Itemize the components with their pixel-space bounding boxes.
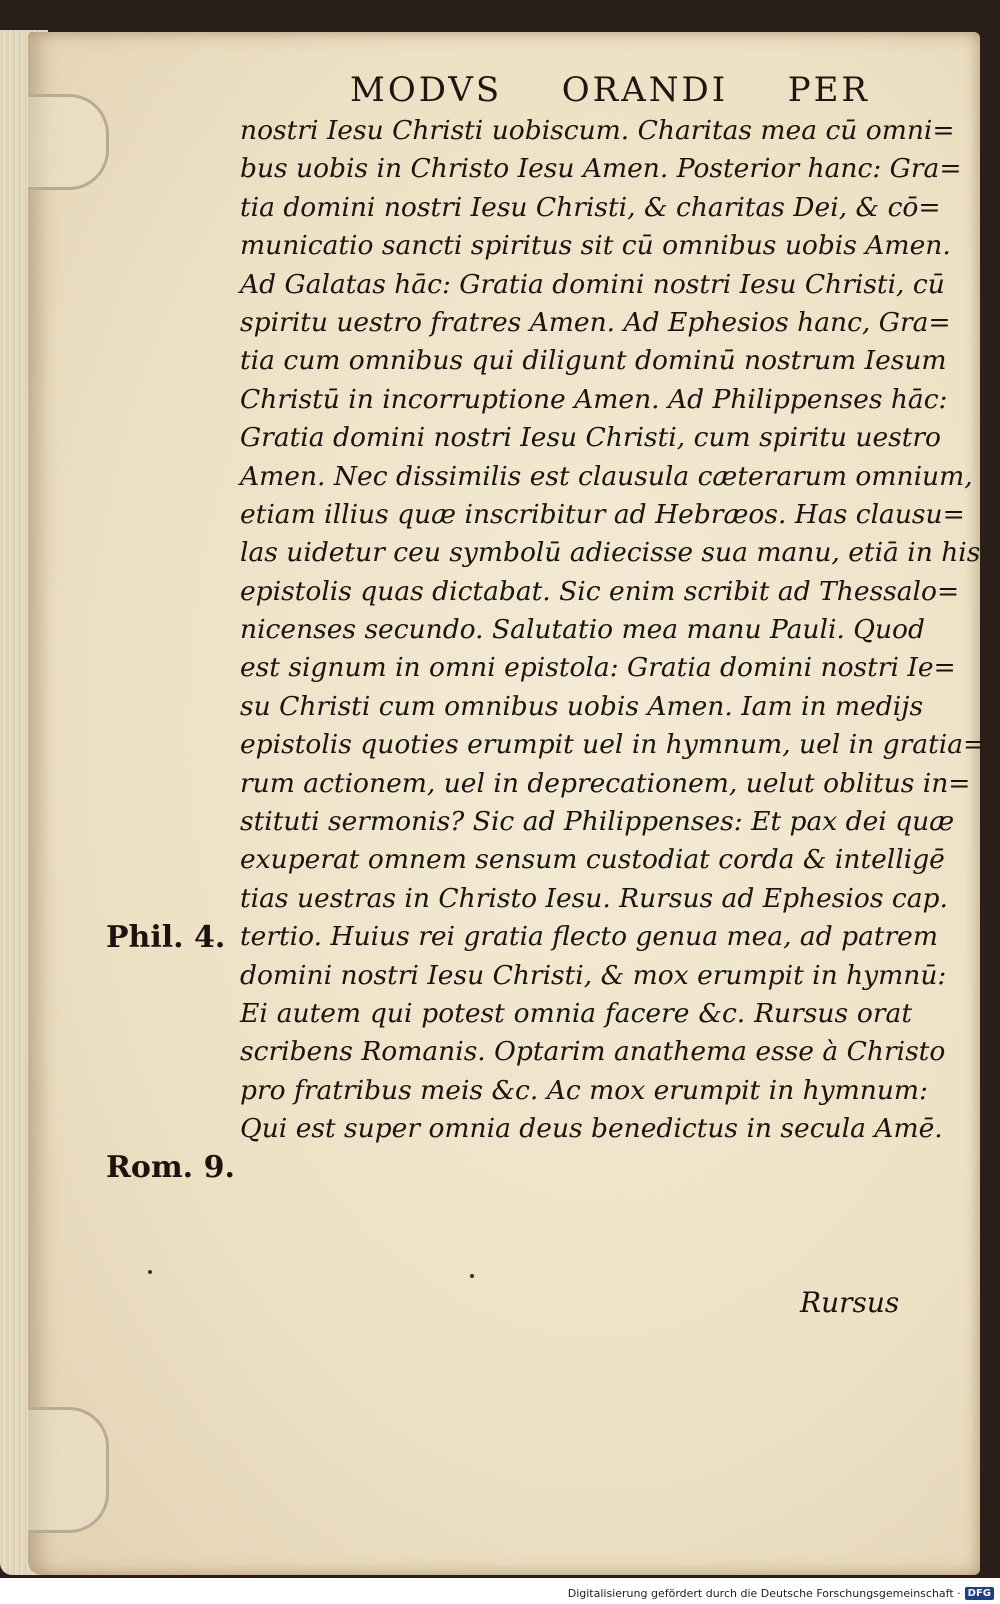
text-line: tertio. Huius rei gratia flecto genua mea, ad patrem <box>240 921 938 953</box>
text-line: domini nostri Iesu Christi, & mox erumpit in hymnū: <box>240 959 947 991</box>
running-head-word-3: PER <box>787 70 870 110</box>
text-line: municatio sancti spiritus sit cū omnibus uobis Amen. <box>240 230 951 262</box>
margin-note-rom: Rom. 9. <box>106 1150 235 1185</box>
text-line: spiritu uestro fratres Amen. Ad Ephesios hanc, Gra= <box>240 306 951 338</box>
text-line: etiam illius quæ inscribitur ad Hebræos. Has clausu= <box>240 498 965 530</box>
running-head-word-1: MODVS <box>350 70 503 110</box>
body-text <box>240 112 986 1149</box>
text-line: bus uobis in Christo Iesu Amen. Posterior hanc: Gra= <box>240 153 962 185</box>
text-line: tia domini nostri Iesu Christi, & charitas Dei, & cō= <box>240 191 941 223</box>
clasp-bottom <box>28 1407 109 1533</box>
text-line: su Christi cum omnibus uobis Amen. Iam in medijs <box>240 690 924 722</box>
text-line: exuperat omnem sensum custodiat corda & intelligē <box>240 844 945 876</box>
margin-note-phil: Phil. 4. <box>106 920 226 955</box>
text-line: Gratia domini nostri Iesu Christi, cum spiritu uestro <box>240 422 942 454</box>
text-line: est signum in omni epistola: Gratia domini nostri Ie= <box>240 652 956 684</box>
clasp-top <box>28 94 109 190</box>
text-line: Christū in incorruptione Amen. Ad Philippenses hāc: <box>240 383 948 415</box>
ink-speck <box>470 1274 474 1278</box>
text-line: Ad Galatas hāc: Gratia domini nostri Iesu Christi, cū <box>240 268 945 300</box>
text-line: rum actionem, uel in deprecationem, uelut oblitus in= <box>240 767 971 799</box>
text-line: Ei autem qui potest omnia facere &c. Rursus orat <box>240 997 912 1029</box>
text-line: Amen. Nec dissimilis est clausula cæterarum omnium, <box>240 460 973 492</box>
text-line: epistolis quoties erumpit uel in hymnum, uel in gratia= <box>240 729 986 761</box>
text-line: scribens Romanis. Optarim anathema esse à Christo <box>240 1036 946 1068</box>
ink-speck <box>148 1270 152 1274</box>
credit-text: Digitalisierung gefördert durch die Deutsche Forschungsgemeinschaft · <box>567 1586 961 1600</box>
running-head-word-2: ORANDI <box>561 70 729 110</box>
text-line: nicenses secundo. Salutatio mea manu Pauli. Quod <box>240 614 925 646</box>
text-line: epistolis quas dictabat. Sic enim scribit ad Thessalo= <box>240 575 960 607</box>
text-line: tias uestras in Christo Iesu. Rursus ad Ephesios cap. <box>240 882 948 914</box>
digitization-credit <box>0 1582 1000 1604</box>
catchword: Rursus <box>800 1286 900 1319</box>
text-line: Qui est super omnia deus benedictus in secula Amē. <box>240 1113 943 1145</box>
dfg-logo: DFG <box>965 1587 994 1600</box>
text-line: stituti sermonis? Sic ad Philippenses: Et pax dei quæ <box>240 806 955 838</box>
text-line: pro fratribus meis &c. Ac mox erumpit in hymnum: <box>240 1074 928 1106</box>
text-line: las uidetur ceu symbolū adiecisse sua manu, etiā in his <box>240 537 981 569</box>
text-line: nostri Iesu Christi uobiscum. Charitas mea cū omni= <box>240 115 955 146</box>
running-head <box>350 70 870 114</box>
text-line: tia cum omnibus qui diligunt dominū nostrum Iesum <box>240 345 947 377</box>
